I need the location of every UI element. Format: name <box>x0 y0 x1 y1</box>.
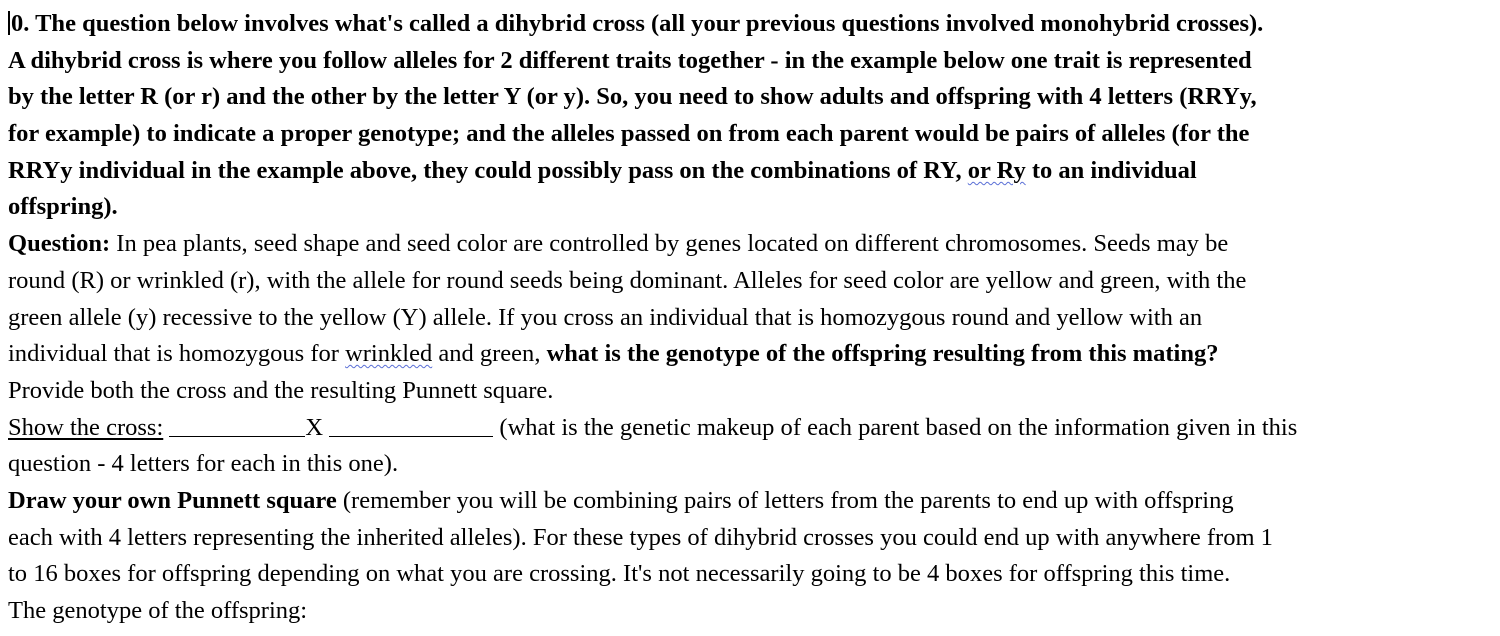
question-label: Question: <box>8 230 111 258</box>
question-text-4a: individual that is homozygous for <box>8 340 346 368</box>
intro-text-5b: to an individual <box>1025 156 1197 184</box>
intro-line-3: by the letter R (or r) and the other by the letter Y (or y). So, you need to show adults and offspring with 4 letters (RRYy, <box>8 83 1257 111</box>
cross-note: (what is the genetic makeup of each parent based on the information given in this <box>499 413 1298 441</box>
intro-text-5a: RRYy individual in the example above, they could possibly pass on the combinations of RY, <box>8 156 968 184</box>
intro-line-1 <box>8 6 1496 43</box>
question-number: 0. <box>11 10 30 37</box>
genotype-line: The genotype of the offspring: <box>8 597 308 624</box>
spellcheck-flag-wrinkled[interactable]: wrinkled <box>345 340 433 368</box>
question-line-4 <box>8 336 1496 373</box>
intro-text-1: The question below involves what's called a dihybrid cross (all your previous questions involved monohybrid crosses). <box>35 10 1264 37</box>
parent-1-blank[interactable] <box>169 414 305 437</box>
cross-line <box>8 410 1496 447</box>
question-line-5: Provide both the cross and the resulting Punnett square. <box>8 376 554 404</box>
punnett-line-2: each with 4 letters representing the inherited alleles). For these types of dihybrid crosses you could end up with anywhere from 1 <box>8 523 1273 551</box>
question-text-1: In pea plants, seed shape and seed color are controlled by genes located on different chromosomes. Seeds may be <box>110 230 1229 258</box>
punnett-text-1: (remember you will be combining pairs of letters from the parents to end up with offspring <box>336 486 1234 514</box>
intro-line-5 <box>8 153 1496 190</box>
spellcheck-flag-or-ry[interactable]: or Ry <box>967 156 1026 184</box>
intro-line-4: for example) to indicate a proper genotype; and the alleles passed on from each parent would be pairs of alleles (for the <box>8 120 1250 148</box>
question-line-3: green allele (y) recessive to the yellow (Y) allele. If you cross an individual that is homozygous round and yellow with an <box>8 303 1203 331</box>
cross-note-line: question - 4 letters for each in this one). <box>8 450 399 478</box>
intro-line-2: A dihybrid cross is where you follow alleles for 2 different traits together - in the example below one trait is represented <box>8 46 1252 74</box>
punnett-label: Draw your own Punnett square <box>8 486 337 514</box>
parent-2-blank[interactable] <box>329 414 493 437</box>
question-line-1 <box>8 226 1496 263</box>
punnett-line-1 <box>8 483 1496 520</box>
question-line-2: round (R) or wrinkled (r), with the allele for round seeds being dominant. Alleles for seed color are yellow and green, with the <box>8 266 1247 294</box>
text-cursor <box>8 11 10 35</box>
cross-x: X <box>305 413 324 441</box>
question-bold-prompt: what is the genotype of the offspring resulting from this mating? <box>546 340 1219 368</box>
punnett-line-3: to 16 boxes for offspring depending on what you are crossing. It's not necessarily going to be 4 boxes for offspring this time. <box>8 560 1231 588</box>
intro-line-6: offspring). <box>8 193 118 221</box>
show-cross-label: Show the cross: <box>8 413 164 441</box>
question-text-4b: and green, <box>432 340 547 368</box>
document-body <box>8 6 1496 630</box>
